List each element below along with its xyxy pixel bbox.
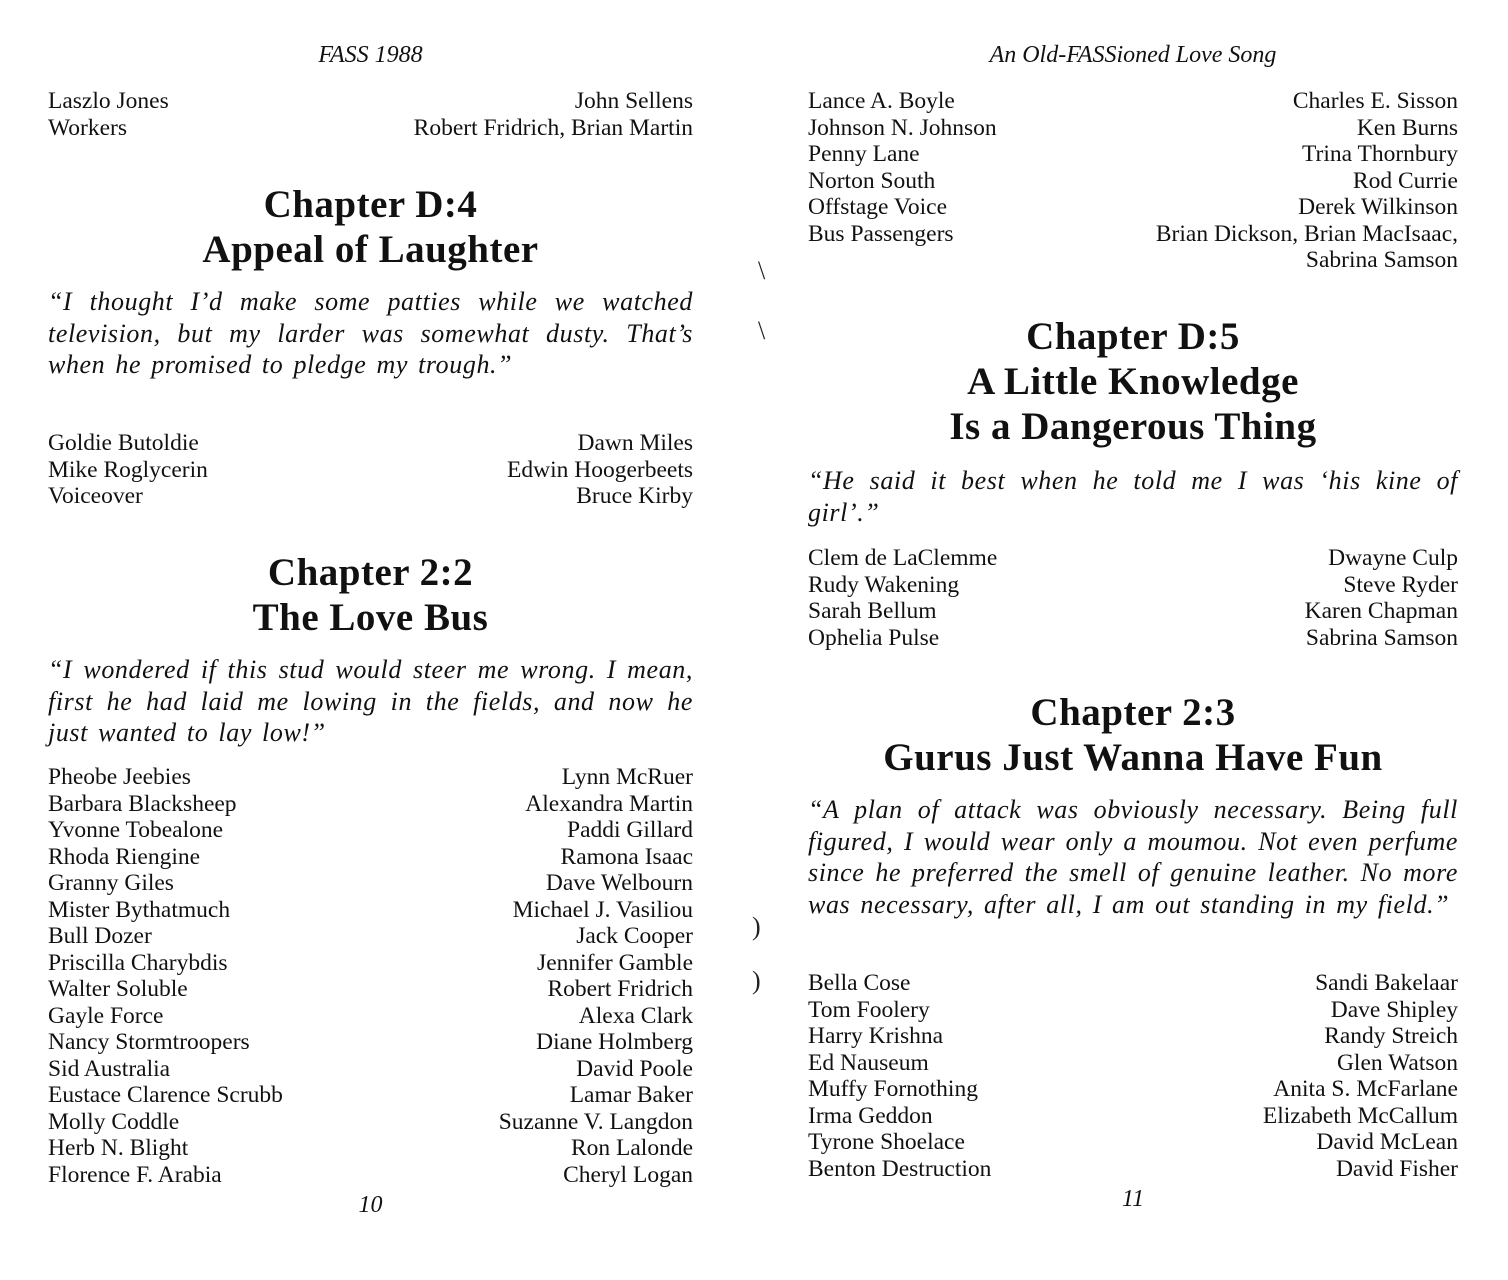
cast-row (48, 88, 693, 115)
actor-name: Lynn McRuer (561, 764, 693, 790)
cast-row (808, 598, 1458, 625)
right-page (808, 0, 1458, 1280)
cast-row (808, 88, 1458, 115)
chapter-d5-quote: “He said it best when he told me I was ‘his kine of girl’.” (808, 466, 1458, 527)
actor-name: Sandi Bakelaar (1315, 970, 1458, 996)
actor-name: Edwin Hoogerbeets (507, 456, 693, 483)
cast-row (48, 897, 693, 924)
chapter-number: Chapter 2:3 (1030, 691, 1236, 734)
role-name: Walter Soluble (48, 976, 188, 1002)
cast-row (808, 1103, 1458, 1130)
cast-row (48, 844, 693, 871)
chapter-title: The Love Bus (252, 596, 489, 639)
cast-row (48, 1135, 693, 1162)
actor-name: Trina Thornbury (1301, 141, 1458, 167)
actor-name: John Sellens (574, 88, 693, 114)
role-name: Johnson N. Johnson (808, 114, 997, 141)
role-name: Voiceover (48, 483, 143, 509)
cast-row (808, 572, 1458, 599)
role-name: Herb N. Blight (48, 1135, 189, 1161)
cast-row (808, 168, 1458, 195)
chapter-23-cast-list (808, 970, 1458, 1182)
actor-name: Sabrina Samson (1305, 624, 1458, 651)
actor-name: Ramona Isaac (560, 843, 693, 870)
actor-name: Charles E. Sisson (1292, 88, 1458, 114)
actor-name: Jack Cooper (576, 923, 693, 949)
left-page (48, 0, 693, 1280)
actor-name: Diane Holmberg (536, 1029, 693, 1055)
role-name: Florence F. Arabia (48, 1161, 222, 1188)
cast-row (48, 1082, 693, 1109)
chapter-title-line-1: A Little Knowledge (967, 360, 1299, 403)
role-name: Barbara Blacksheep (48, 790, 237, 817)
role-name: Rhoda Riengine (48, 843, 201, 870)
role-name: Ophelia Pulse (808, 624, 940, 651)
chapter-title: Gurus Just Wanna Have Fun (883, 736, 1383, 779)
role-name: Granny Giles (48, 870, 174, 896)
role-name: Ed Nauseum (808, 1049, 929, 1076)
role-name: Eustace Clarence Scrubb (48, 1082, 283, 1108)
role-name: Nancy Stormtroopers (48, 1029, 250, 1055)
right-top-cast-list (808, 88, 1458, 274)
role-name: Harry Krishna (808, 1023, 944, 1049)
actor-name: Suzanne V. Langdon (498, 1108, 693, 1135)
chapter-d5-cast-list (808, 545, 1458, 651)
role-name: Pheobe Jeebies (48, 764, 191, 790)
actor-name: David McLean (1316, 1129, 1458, 1155)
role-name: Bella Cose (808, 970, 911, 996)
chapter-22-heading (48, 550, 693, 640)
role-name: Sid Australia (48, 1055, 171, 1082)
role-name: Priscilla Charybdis (48, 949, 228, 976)
cast-row (48, 1109, 693, 1136)
actor-name: Jennifer Gamble (537, 949, 693, 976)
chapter-d4-quote: “I thought I’d make some patties while we watched television, but my larder was somewhat dusty. That’s when he promised to pledge my trough.” (48, 287, 693, 379)
actor-name: Steve Ryder (1343, 571, 1458, 598)
left-page-number: 10 (358, 1192, 383, 1218)
role-name: Bull Dozer (48, 923, 152, 949)
actor-name: Rod Currie (1352, 167, 1458, 194)
role-name: Molly Coddle (48, 1108, 180, 1135)
cast-row (808, 141, 1458, 168)
right-page-number: 11 (1121, 1186, 1145, 1212)
actor-name: Bruce Kirby (576, 483, 693, 509)
actor-name: Dwayne Culp (1328, 545, 1458, 571)
actor-name: Robert Fridrich (547, 976, 693, 1002)
role-name: Tyrone Shoelace (808, 1129, 965, 1155)
actor-name: Dave Welbourn (545, 870, 693, 896)
role-name: Gayle Force (48, 1002, 164, 1029)
actor-name: Alexa Clark (578, 1002, 693, 1029)
left-running-head: FASS 1988 (318, 42, 423, 68)
role-name: Benton Destruction (808, 1155, 992, 1182)
cast-row (48, 764, 693, 791)
cast-row (48, 950, 693, 977)
role-name: Irma Geddon (808, 1102, 933, 1129)
cast-row (48, 483, 693, 510)
actor-name: Paddi Gillard (567, 817, 693, 843)
actor-name: Anita S. McFarlane (1273, 1076, 1458, 1102)
cast-row (808, 625, 1458, 652)
role-name: Tom Foolery (808, 996, 930, 1023)
actor-name: Ron Lalonde (570, 1135, 693, 1161)
role-name: Rudy Wakening (808, 571, 960, 598)
role-name: Penny Lane (808, 141, 920, 167)
actor-name: Brian Dickson, Brian MacIsaac, Sabrina Samson (1155, 220, 1458, 273)
cast-row (48, 430, 693, 457)
cast-row (808, 1050, 1458, 1077)
role-name: Offstage Voice (808, 194, 948, 220)
actor-name: Glen Watson (1336, 1049, 1458, 1076)
cast-row (808, 997, 1458, 1024)
actor-name: Randy Streich (1324, 1023, 1458, 1049)
chapter-d5-heading (808, 314, 1458, 449)
cast-row (808, 1076, 1458, 1103)
role-name: Workers (48, 114, 128, 141)
actor-name: Karen Chapman (1304, 598, 1458, 624)
cast-row (808, 545, 1458, 572)
cast-row (48, 1029, 693, 1056)
chapter-d4-cast-list (48, 430, 693, 510)
cast-row (48, 115, 693, 142)
cast-row (808, 194, 1458, 221)
gutter-mark: \ (758, 316, 766, 345)
role-name: Lance A. Boyle (808, 88, 955, 114)
actor-name: Elizabeth McCallum (1262, 1102, 1458, 1129)
role-name: Muffy Fornothing (808, 1076, 978, 1102)
chapter-23-heading (808, 690, 1458, 780)
cast-row (48, 923, 693, 950)
cast-row (48, 791, 693, 818)
cast-row (48, 1162, 693, 1189)
role-name: Clem de LaClemme (808, 545, 998, 571)
actor-name: David Poole (576, 1055, 693, 1082)
left-top-cast-list (48, 88, 693, 141)
chapter-22-cast-list (48, 764, 693, 1188)
cast-row (48, 457, 693, 484)
gutter-mark: ) (752, 912, 761, 941)
right-running-head: An Old-FASSioned Love Song (989, 42, 1277, 68)
cast-row (808, 115, 1458, 142)
actor-name: Michael J. Vasiliou (512, 896, 693, 923)
cast-row (48, 817, 693, 844)
chapter-number: Chapter D:5 (1026, 315, 1240, 358)
actor-name: Ken Burns (1356, 114, 1458, 141)
role-name: Yvonne Tobealone (48, 817, 224, 843)
cast-row (808, 1023, 1458, 1050)
chapter-title: Appeal of Laughter (202, 228, 539, 271)
actor-name: David Fisher (1335, 1155, 1458, 1182)
actor-name: Robert Fridrich, Brian Martin (413, 114, 693, 141)
gutter-mark: ) (752, 966, 761, 995)
role-name: Mister Bythatmuch (48, 896, 231, 923)
cast-row (48, 870, 693, 897)
cast-row (808, 1156, 1458, 1183)
chapter-23-quote: “A plan of attack was obviously necessary. Being full figured, I would wear only a moumou. Not even perfume since he preferred the smell of genuine leather. No more was necessary, after all, I am out standing in my field.” (808, 795, 1458, 919)
role-name: Mike Roglycerin (48, 456, 208, 483)
role-name: Sarah Bellum (808, 598, 937, 624)
gutter-mark: \ (758, 256, 766, 285)
actor-name: Dave Shipley (1330, 996, 1458, 1023)
chapter-22-quote: “I wondered if this stud would steer me wrong. I mean, first he had laid me lowing in the fields, and now he just wanted to lay low!” (48, 655, 693, 747)
actor-name: Alexandra Martin (525, 790, 693, 817)
cast-row (48, 1056, 693, 1083)
role-name: Norton South (808, 167, 936, 194)
chapter-number: Chapter D:4 (263, 183, 478, 226)
chapter-title-line-2: Is a Dangerous Thing (949, 405, 1317, 448)
role-name: Laszlo Jones (48, 88, 169, 114)
actor-name: Lamar Baker (569, 1082, 693, 1108)
actor-name: Derek Wilkinson (1298, 194, 1458, 220)
chapter-number: Chapter 2:2 (267, 551, 474, 594)
cast-row (808, 221, 1458, 274)
actor-name: Cheryl Logan (563, 1161, 693, 1188)
actor-name: Dawn Miles (577, 430, 693, 456)
cast-row (48, 976, 693, 1003)
cast-row (808, 970, 1458, 997)
chapter-d4-heading (48, 182, 693, 272)
cast-row (808, 1129, 1458, 1156)
role-name: Goldie Butoldie (48, 430, 199, 456)
cast-row (48, 1003, 693, 1030)
role-name: Bus Passengers (808, 220, 954, 247)
